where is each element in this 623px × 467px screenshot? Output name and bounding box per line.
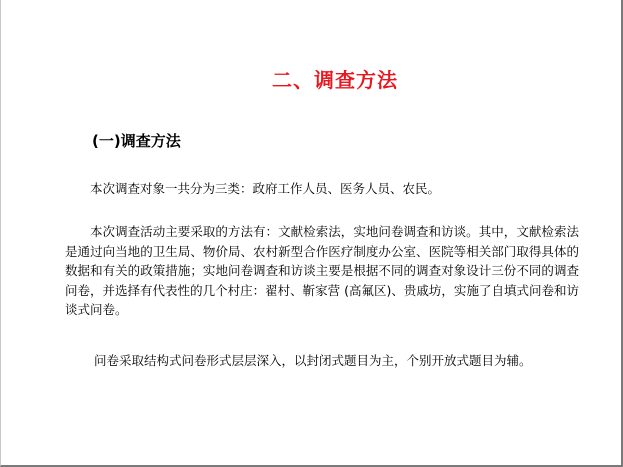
section-subtitle: (一)调查方法 xyxy=(92,132,181,150)
slide-title: 二、调查方法 xyxy=(272,68,398,92)
paragraph-survey-targets: 本次调查对象一共分为三类：政府工作人员、医务人员、农民。 xyxy=(90,181,441,196)
paragraph-survey-methods: 本次调查活动主要采取的方法有：文献检索法，实地问卷调查和访谈。其中，文献检索法是通过向当地的卫生局、物价局、农村新型合作医疗制度办公室、医院等相关部门取得具体的数据和有关的政策措施；实地问卷调查和访谈主要是根据不同的调查对象设计三份不同的调查问卷，并选择有代表性的几个村庄：翟村、靳家营 (高氟区)、贵戚坊，实施了自填式问卷和访谈式问卷。 xyxy=(65,224,579,317)
paragraph-questionnaire-format: 问卷采取结构式问卷形式层层深入，以封闭式题目为主，个别开放式题目为辅。 xyxy=(94,353,532,368)
